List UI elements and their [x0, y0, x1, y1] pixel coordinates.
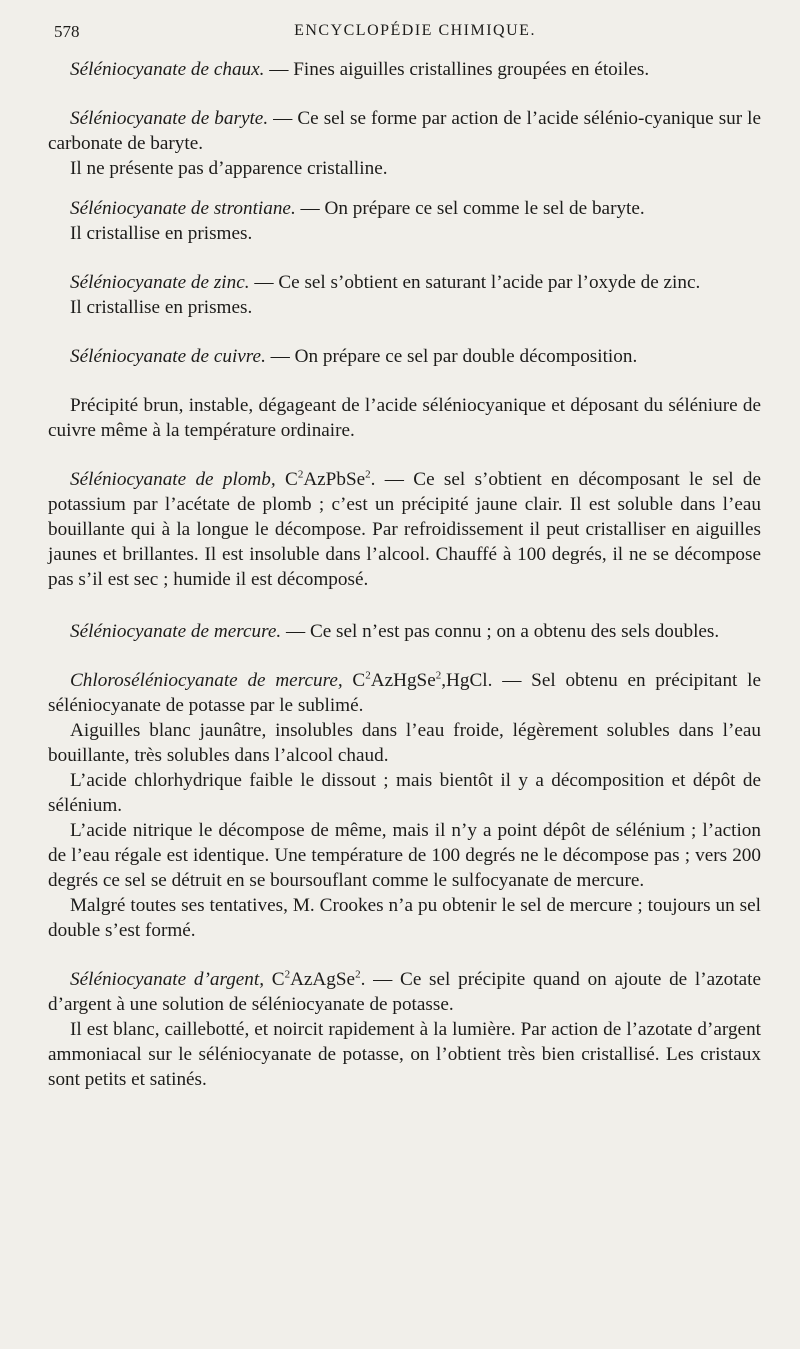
paragraph-text: . — Ce sel s’obtient en décomposant le sel de potassium par l’acétate de plomb ; c’est un précipité jaune clair. Il est soluble dans l’eau bouillante qui à la longue le décompose. Par refroidissement il peut cristalliser en aiguilles jaunes et brillantes. Il est insoluble dans l’alcool. Chauffé à 100 degrés, il ne se décompose pas s’il est sec ; humide il est décomposé.	[48, 469, 761, 590]
section-heading: Séléniocyanate de chaux.	[70, 59, 265, 80]
section-chaux	[48, 57, 761, 82]
formula-part: C	[264, 969, 285, 990]
formula-superscript: 2	[365, 669, 371, 682]
paragraph: Il ne présente pas d’apparence cristalline.	[70, 158, 388, 179]
formula-part: AzHgSe	[370, 670, 436, 691]
section-plomb	[48, 467, 761, 592]
section-zinc	[48, 270, 761, 295]
formula-superscript: 2	[284, 968, 291, 981]
section-mercure	[48, 619, 761, 644]
formula	[276, 469, 371, 490]
section-cuivre	[48, 344, 761, 369]
section-heading: Séléniocyanate d’argent,	[70, 969, 265, 990]
section-heading: Séléniocyanate de mercure.	[70, 621, 282, 642]
section-heading: Chloroséléniocyanate de mercure,	[70, 670, 343, 691]
formula-superscript: 2	[355, 968, 361, 981]
formula-part: C	[275, 469, 298, 490]
formula-part: AzPbSe	[303, 469, 366, 490]
paragraph: L’acide chlorhydrique faible le dissout ; mais bientôt il y a décomposition et dépôt de sélénium.	[48, 770, 761, 816]
paragraph: L’acide nitrique le décompose de même, mais il n’y a point dépôt de sélénium ; l’action de l’eau régale est identique. Une température de 100 degrés ne le décompose pas ; vers 200 degrés ce sel se détruit en se boursouflant comme le sulfocyanate de mercure.	[48, 820, 761, 891]
formula-superscript: 2	[435, 669, 442, 682]
paragraph-text: — Ce sel s’obtient en saturant l’acide par l’oxyde de zinc.	[249, 272, 701, 293]
formula-part: AzAgSe	[290, 969, 356, 990]
paragraph-text: — On prépare ce sel par double décomposition.	[265, 346, 638, 367]
paragraph-text: — Fines aiguilles cristallines groupées en étoiles.	[264, 59, 650, 80]
page-number: 578	[54, 22, 80, 41]
section-chloro	[48, 668, 761, 718]
section-heading: Séléniocyanate de cuivre.	[70, 346, 266, 367]
paragraph: Précipité brun, instable, dégageant de l’acide séléniocyanique et déposant du séléniure de cuivre même à la température ordinaire.	[48, 395, 761, 441]
formula-superscript: 2	[297, 468, 304, 481]
paragraph: Aiguilles blanc jaunâtre, insolubles dans l’eau froide, légèrement solubles dans l’eau bouillante, très solubles dans l’alcool chaud.	[48, 720, 761, 766]
section-strontiane	[48, 196, 761, 221]
section-baryte	[48, 106, 761, 156]
paragraph-text: — Ce sel n’est pas connu ; on a obtenu des sels doubles.	[281, 621, 720, 642]
page-header	[54, 22, 776, 46]
section-heading: Séléniocyanate de baryte.	[70, 108, 269, 129]
paragraph: Il cristallise en prismes.	[70, 223, 253, 244]
paragraph-text: . — Ce sel précipite quand on ajoute de l’azotate d’argent à une solution de séléniocyanate de potasse.	[48, 969, 761, 1015]
section-heading: Séléniocyanate de plomb,	[70, 469, 276, 490]
paragraph-text: — On prépare ce sel comme le sel de baryte.	[295, 198, 645, 219]
body-text	[48, 57, 761, 1092]
formula	[343, 670, 493, 691]
paragraph: Il est blanc, caillebotté, et noircit rapidement à la lumière. Par action de l’azotate d’argent ammoniacal sur le séléniocyanate de potasse, on l’obtient très bien cristallisé. Les cristaux sont petits et satinés.	[48, 1019, 761, 1090]
running-title: ENCYCLOPÉDIE CHIMIQUE.	[294, 22, 536, 39]
section-heading: Séléniocyanate de strontiane.	[70, 198, 296, 219]
section-heading: Séléniocyanate de zinc.	[70, 272, 250, 293]
paragraph-text: — Ce sel se forme par action de l’acide sélénio-cyanique sur le carbonate de baryte.	[48, 108, 762, 154]
paragraph: Il cristallise en prismes.	[70, 297, 253, 318]
paragraph: Malgré toutes ses tentatives, M. Crookes n’a pu obtenir le sel de mercure ; toujours un sel double s’est formé.	[48, 895, 761, 941]
formula-part: C	[342, 670, 366, 691]
formula	[264, 969, 361, 990]
paragraph-text: — Sel obtenu en précipitant le séléniocyanate de potasse par le sublimé.	[48, 670, 761, 716]
formula-part: ,HgCl.	[441, 670, 493, 691]
section-argent	[48, 967, 761, 1017]
formula-superscript: 2	[365, 468, 371, 481]
